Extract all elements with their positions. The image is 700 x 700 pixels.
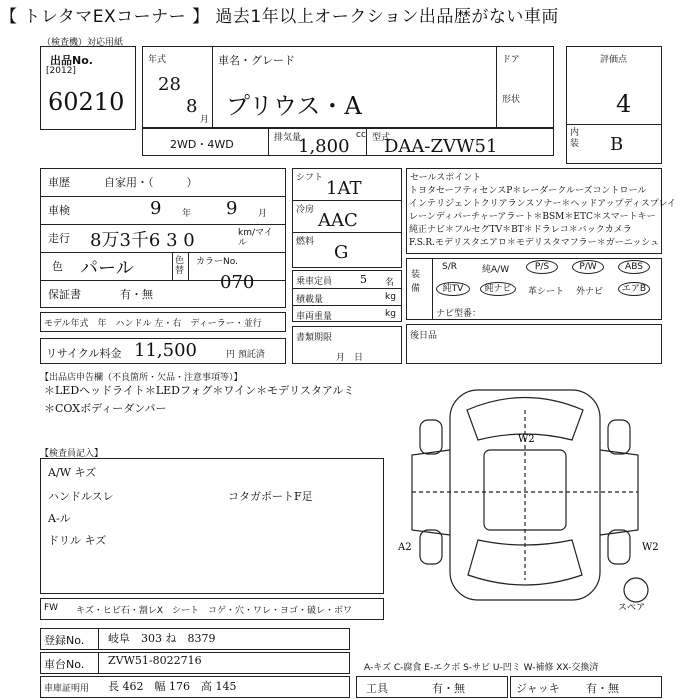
color-no: 070 xyxy=(220,272,255,293)
sales-line: 純正ナビ＊フルセグTV＊BT＊ドラレコ＊バックカメラ xyxy=(409,225,632,235)
wheel xyxy=(608,420,630,454)
interior-label: 内装 xyxy=(570,128,580,149)
equip-item: S/R xyxy=(442,262,457,272)
mileage-value: 8万3千6 3 0 xyxy=(90,230,195,251)
car-name: プリウス・A xyxy=(226,92,362,120)
reg-value: 岐阜 303 ね 8379 xyxy=(108,632,216,645)
inspector-line: A-ル xyxy=(48,512,71,525)
shaken-year-unit: 年 xyxy=(182,209,192,219)
sales-line: レーンディパーチャーアラート＊BSM＊ETC＊スマートキー xyxy=(409,212,656,222)
equip-item: 革シート xyxy=(528,287,565,297)
diagram-w2-top: W2 xyxy=(518,434,535,445)
mileage-unit: km/マイル xyxy=(238,228,273,248)
capacity-unit: 名 xyxy=(385,278,395,288)
fw-label: FW xyxy=(44,603,59,613)
equip-item: ABS xyxy=(618,260,650,274)
recycle-label: リサイクル料金 xyxy=(46,347,122,360)
equip-item: P/S xyxy=(526,260,558,274)
equip-item: エアB xyxy=(618,282,650,296)
banner-title: 【 トレタマEXコーナー 】 過去1年以上オークション出品歴がない車両 xyxy=(0,0,700,34)
equip-label: 装備 xyxy=(411,270,421,294)
recycle-value: 11,500 xyxy=(134,340,197,361)
shift-value: 1AT xyxy=(326,178,362,199)
load-unit: kg xyxy=(385,292,396,302)
displacement: 1,800 xyxy=(298,136,350,157)
score-value: 4 xyxy=(616,90,632,118)
capacity-value: 5 xyxy=(360,273,367,286)
color-change-label: 色替 xyxy=(175,256,185,276)
equip-item: 純ナビ xyxy=(480,282,516,296)
color-no-label: カラーNo. xyxy=(196,257,238,267)
model-row: モデル年式 年 ハンドル 左・右 ディーラー・並行 xyxy=(44,319,262,329)
cc-unit: cc xyxy=(356,130,366,140)
car-name-label: 車名・グレード xyxy=(218,54,295,67)
sales-label: セールスポイント xyxy=(410,173,482,183)
fuel-label: 燃料 xyxy=(296,237,315,247)
year-stamp: [2012] xyxy=(46,66,76,76)
spare-tire-icon xyxy=(624,578,648,602)
year-label: 年式 xyxy=(148,55,167,65)
chassis-label: 車台No. xyxy=(44,658,85,671)
ac-value: AAC xyxy=(318,210,358,231)
navi-model: ナビ型番： xyxy=(436,309,482,319)
notes-title: 【出品店申告欄（不良箇所・欠品・注意事項等）】 xyxy=(40,373,243,383)
shaken-month: 9 xyxy=(226,198,238,219)
weight-label: 車両重量 xyxy=(296,312,333,322)
model-code: DAA-ZVW51 xyxy=(384,136,498,157)
sheet-subtitle: （検査機）対応用紙 xyxy=(42,38,124,48)
equip-item: 純TV xyxy=(436,282,470,296)
score-label: 評価点 xyxy=(600,55,628,65)
left-door-outline xyxy=(412,450,450,535)
ac-label: 冷房 xyxy=(296,205,315,215)
jack-label: ジャッキ xyxy=(516,682,560,695)
reg-label: 登録No. xyxy=(44,634,85,647)
color-value: パール xyxy=(80,258,134,279)
damage-legend: A-キズ C-腐食 E-エクボ S-サビ U-凹ミ W-補修 XX-交換済 xyxy=(364,663,599,673)
model-label: 型式 xyxy=(372,133,391,143)
shift-label: シフト xyxy=(296,173,324,183)
displacement-label: 排気量 xyxy=(274,133,302,143)
inspector-line: ドリル キズ xyxy=(48,534,107,547)
equip-item: 純A/W xyxy=(482,265,510,275)
year-value: 28 xyxy=(158,74,181,95)
weight-unit: kg xyxy=(385,309,396,319)
capacity-label: 乗車定員 xyxy=(296,277,333,287)
warranty-value: 有・無 xyxy=(120,288,153,301)
inspector-center-note: コタガポートF足 xyxy=(228,490,313,503)
diagram-w2-right: W2 xyxy=(642,542,659,553)
post-label: 後日品 xyxy=(410,331,438,341)
fw-text: キズ・ヒビ石・割レX シート コゲ・穴・ワレ・ヨゴ・破レ・ボワ xyxy=(76,606,352,616)
wheel xyxy=(420,530,442,564)
shaken-month-unit: 月 xyxy=(258,209,268,219)
car-diagram xyxy=(392,380,662,610)
inspector-line: A/W キズ xyxy=(48,466,97,479)
door-label: ドア xyxy=(502,55,520,65)
docs-label: 書類期限 xyxy=(296,333,333,343)
inspector-title: 【検査員記入】 xyxy=(40,449,104,459)
tools-value: 有・無 xyxy=(432,682,465,695)
equip-item: 外ナビ xyxy=(576,287,604,297)
mileage-label: 走行 xyxy=(48,232,70,245)
history-label: 車歴 xyxy=(48,176,70,189)
drive-type: 2WD・4WD xyxy=(170,138,234,151)
history-value: 自家用・（ ） xyxy=(104,176,198,189)
diagram-a2: A2 xyxy=(398,542,412,553)
inspector-line: ハンドルスレ xyxy=(48,490,114,503)
sales-line: トヨタセーフティセンスP＊レーダークルーズコントロール xyxy=(409,186,647,196)
load-label: 積載量 xyxy=(296,295,324,305)
lot-number: 60210 xyxy=(48,88,125,116)
cert-value: 長 462 幅 176 高 145 xyxy=(108,680,237,693)
interior-value: B xyxy=(610,134,624,155)
shaken-year: 9 xyxy=(150,198,162,219)
color-label: 色 xyxy=(52,260,63,273)
docs-unit: 月 日 xyxy=(336,353,364,363)
shaken-label: 車検 xyxy=(48,204,70,217)
post-box xyxy=(406,324,662,364)
chassis-value: ZVW51-8022716 xyxy=(108,654,202,667)
lot-label: 出品No. xyxy=(50,54,93,67)
tools-label: 工具 xyxy=(366,682,388,695)
shape-label: 形状 xyxy=(502,95,521,105)
spare-label: スペア xyxy=(618,603,646,610)
sales-line: F.S.R.モデリスタエアロ＊モデリスタマフラー＊ガーニッシュ xyxy=(409,238,660,248)
fuel-value: G xyxy=(334,242,349,263)
notes-line: ＊LEDヘッドライト＊LEDフォグ＊ワイン＊モデリスタアルミ xyxy=(44,384,355,397)
month-value: 8 xyxy=(186,96,198,117)
sales-line: インテリジェントクリアランスソナー＊ヘッドアップディスプレイ xyxy=(409,199,676,209)
wheel xyxy=(420,420,442,454)
jack-value: 有・無 xyxy=(586,682,619,695)
recycle-unit: 円 預託済 xyxy=(226,350,265,360)
equip-item: P/W xyxy=(572,260,604,274)
wheel xyxy=(608,530,630,564)
warranty-label: 保証書 xyxy=(48,288,81,301)
cert-label: 車庫証明用 xyxy=(44,684,90,694)
month-unit: 月 xyxy=(200,115,210,125)
notes-line: ＊COXボディーダンパー xyxy=(44,402,167,415)
